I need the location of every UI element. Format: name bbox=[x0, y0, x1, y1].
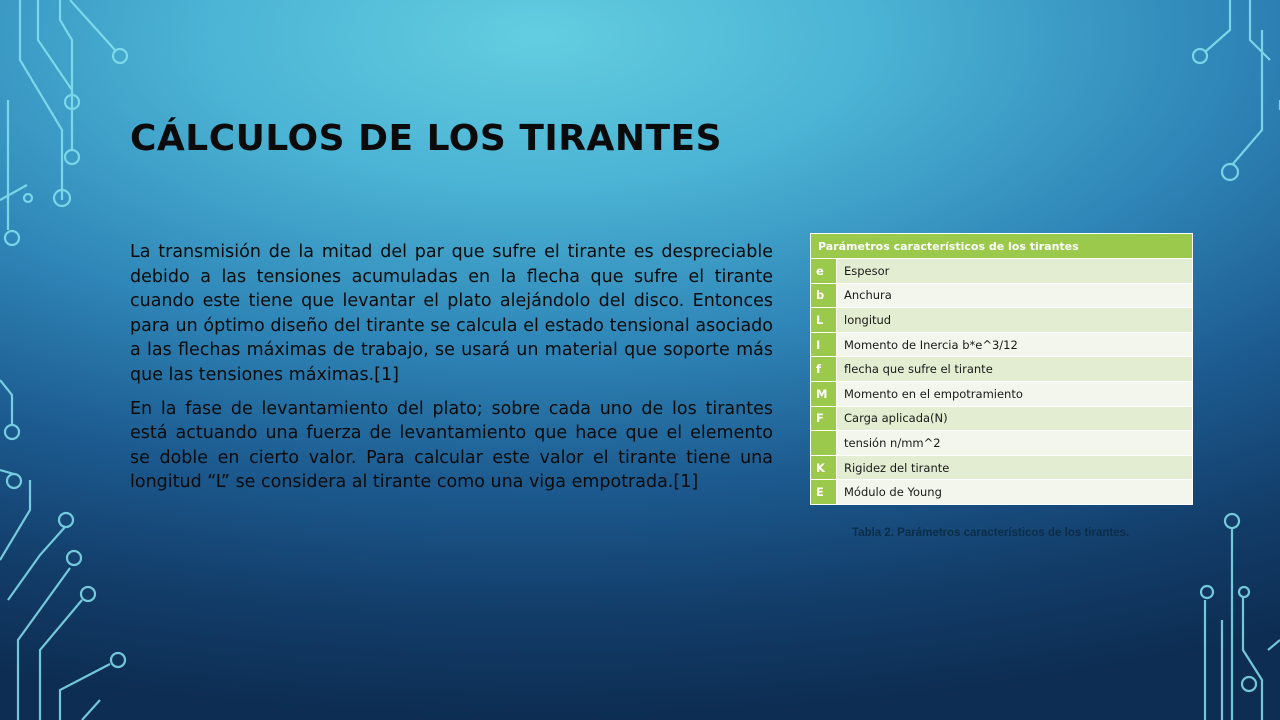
paragraph-2: En la fase de levantamiento del plato; sobre cada uno de los tirantes está actuando una fuerza de levantamiento que hace que el elemento se doble en cierto valor. Para calcular este valor el tirante tiene una longitud “L” se considera al tirante como una viga empotrada.[1] bbox=[130, 398, 773, 493]
description-cell: Momento en el empotramiento bbox=[837, 381, 1193, 406]
description-cell: tensión n/mm^2 bbox=[837, 431, 1193, 456]
table-row bbox=[811, 332, 1193, 357]
table-row bbox=[811, 480, 1193, 505]
table-header: Parámetros característicos de los tirantes bbox=[811, 234, 1193, 259]
description-cell: flecha que sufre el tirante bbox=[837, 357, 1193, 382]
body-text bbox=[130, 240, 773, 504]
table-row bbox=[811, 455, 1193, 480]
table-row bbox=[811, 259, 1193, 284]
description-cell: Carga aplicada(N) bbox=[837, 406, 1193, 431]
symbol-cell: b bbox=[811, 283, 837, 308]
description-cell: Rigidez del tirante bbox=[837, 455, 1193, 480]
table-row bbox=[811, 381, 1193, 406]
symbol-cell: e bbox=[811, 259, 837, 284]
table-row bbox=[811, 406, 1193, 431]
table-header-row bbox=[811, 234, 1193, 259]
slide-title: CÁLCULOS DE LOS TIRANTES bbox=[130, 118, 723, 159]
table-row bbox=[811, 357, 1193, 382]
symbol-cell: L bbox=[811, 308, 837, 333]
description-cell: Módulo de Young bbox=[837, 480, 1193, 505]
symbol-cell: E bbox=[811, 480, 837, 505]
description-cell: longitud bbox=[837, 308, 1193, 333]
description-cell: Anchura bbox=[837, 283, 1193, 308]
symbol-cell: M bbox=[811, 381, 837, 406]
table-row bbox=[811, 431, 1193, 456]
symbol-cell bbox=[811, 431, 837, 456]
symbol-cell: F bbox=[811, 406, 837, 431]
table-caption: Tabla 2. Parámetros característicos de los tirantes. bbox=[852, 527, 1130, 539]
symbol-cell: I bbox=[811, 332, 837, 357]
symbol-cell: K bbox=[811, 455, 837, 480]
table-row bbox=[811, 283, 1193, 308]
description-cell: Espesor bbox=[837, 259, 1193, 284]
paragraph-1: La transmisión de la mitad del par que sufre el tirante es despreciable debido a las tensiones acumuladas en la flecha que sufre el tirante cuando este tiene que levantar el plato alejándolo del disco. Entonces para un óptimo diseño del tirante se calcula el estado tensional asociado a las flechas máximas de trabajo, se usará un material que soporte más que las tensiones máximas.[1] bbox=[130, 242, 773, 385]
symbol-cell: f bbox=[811, 357, 837, 382]
parameters-table bbox=[810, 233, 1193, 505]
description-cell: Momento de Inercia b*e^3/12 bbox=[837, 332, 1193, 357]
table-row bbox=[811, 308, 1193, 333]
